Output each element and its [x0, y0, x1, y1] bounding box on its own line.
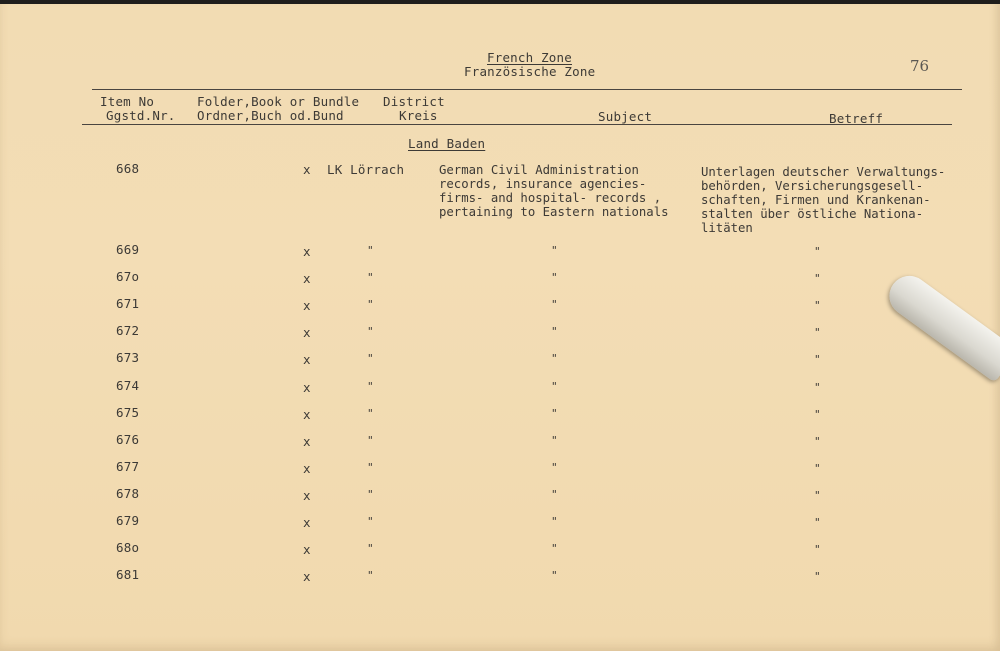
district-ditto: " — [367, 380, 374, 393]
district-ditto: " — [367, 298, 374, 311]
col-betreff: Betreff — [829, 111, 884, 126]
subject-ditto: " — [551, 271, 558, 284]
folder-mark: x — [303, 407, 311, 422]
district-ditto: " — [367, 488, 374, 501]
betreff-ditto: " — [814, 381, 821, 394]
item-number: 673 — [116, 350, 140, 365]
scan-edge — [0, 0, 1000, 4]
header-rule-top — [92, 89, 962, 90]
betreff-ditto: " — [814, 299, 821, 312]
folder-mark: x — [303, 488, 311, 503]
betreff-text: Unterlagen deutscher Verwaltungs- behörden, Versicherungsgesell- schaften, Firmen und Krankenan- stalten über östliche Nationa- litäten — [701, 165, 946, 235]
item-number: 676 — [116, 432, 140, 447]
col-district-en: District — [383, 94, 445, 109]
folder-mark: x — [303, 461, 311, 476]
item-number: 677 — [116, 459, 140, 474]
folder-mark: x — [303, 352, 311, 367]
folder-mark: x — [303, 271, 311, 286]
zone-title-de: Französische Zone — [464, 64, 596, 79]
item-number: 679 — [116, 513, 140, 528]
zone-title-en: French Zone — [487, 50, 572, 65]
item-number: 672 — [116, 323, 140, 338]
item-number: 68o — [116, 540, 140, 555]
subject-ditto: " — [551, 515, 558, 528]
district-ditto: " — [367, 407, 374, 420]
district-ditto: " — [367, 271, 374, 284]
item-number: 678 — [116, 486, 140, 501]
section-title: Land Baden — [408, 136, 486, 151]
betreff-ditto: " — [814, 245, 821, 258]
betreff-ditto: " — [814, 516, 821, 529]
subject-ditto: " — [551, 461, 558, 474]
betreff-ditto: " — [814, 489, 821, 502]
col-subject: Subject — [598, 109, 653, 124]
col-item-no-de: Ggstd.Nr. — [106, 108, 176, 123]
subject-ditto: " — [551, 407, 558, 420]
subject-ditto: " — [551, 325, 558, 338]
item-number: 675 — [116, 405, 140, 420]
page-number: 76 — [910, 57, 930, 75]
folder-mark: x — [303, 380, 311, 395]
item-number: 668 — [116, 161, 140, 176]
tweezers-tip — [881, 268, 1000, 383]
subject-ditto: " — [551, 380, 558, 393]
betreff-ditto: " — [814, 326, 821, 339]
item-number: 681 — [116, 567, 140, 582]
item-number: 674 — [116, 378, 140, 393]
folder-mark: x — [303, 298, 311, 313]
subject-ditto: " — [551, 569, 558, 582]
folder-mark: x — [303, 162, 311, 177]
header-rule-bottom — [82, 124, 952, 125]
district-name: LK Lörrach — [327, 162, 405, 177]
folder-mark: x — [303, 542, 311, 557]
subject-text: German Civil Administration records, insurance agencies- firms- and hospital- records , pertaining to Eastern nationals — [439, 163, 669, 219]
district-ditto: " — [367, 325, 374, 338]
folder-mark: x — [303, 569, 311, 584]
item-number: 671 — [116, 296, 140, 311]
col-item-no-en: Item No — [100, 94, 155, 109]
subject-ditto: " — [551, 298, 558, 311]
subject-ditto: " — [551, 434, 558, 447]
subject-ditto: " — [551, 542, 558, 555]
district-ditto: " — [367, 515, 374, 528]
betreff-ditto: " — [814, 353, 821, 366]
subject-ditto: " — [551, 488, 558, 501]
betreff-ditto: " — [814, 435, 821, 448]
folder-mark: x — [303, 325, 311, 340]
district-ditto: " — [367, 461, 374, 474]
betreff-ditto: " — [814, 408, 821, 421]
folder-mark: x — [303, 244, 311, 259]
col-district-de: Kreis — [399, 108, 438, 123]
subject-ditto: " — [551, 244, 558, 257]
betreff-ditto: " — [814, 462, 821, 475]
folder-mark: x — [303, 434, 311, 449]
subject-ditto: " — [551, 352, 558, 365]
item-number: 67o — [116, 269, 140, 284]
district-ditto: " — [367, 569, 374, 582]
item-number: 669 — [116, 242, 140, 257]
district-ditto: " — [367, 352, 374, 365]
betreff-ditto: " — [814, 543, 821, 556]
col-folder-en: Folder,Book or Bundle — [197, 94, 360, 109]
district-ditto: " — [367, 244, 374, 257]
betreff-ditto: " — [814, 570, 821, 583]
district-ditto: " — [367, 434, 374, 447]
district-ditto: " — [367, 542, 374, 555]
folder-mark: x — [303, 515, 311, 530]
betreff-ditto: " — [814, 272, 821, 285]
col-folder-de: Ordner,Buch od.Bund — [197, 108, 344, 123]
